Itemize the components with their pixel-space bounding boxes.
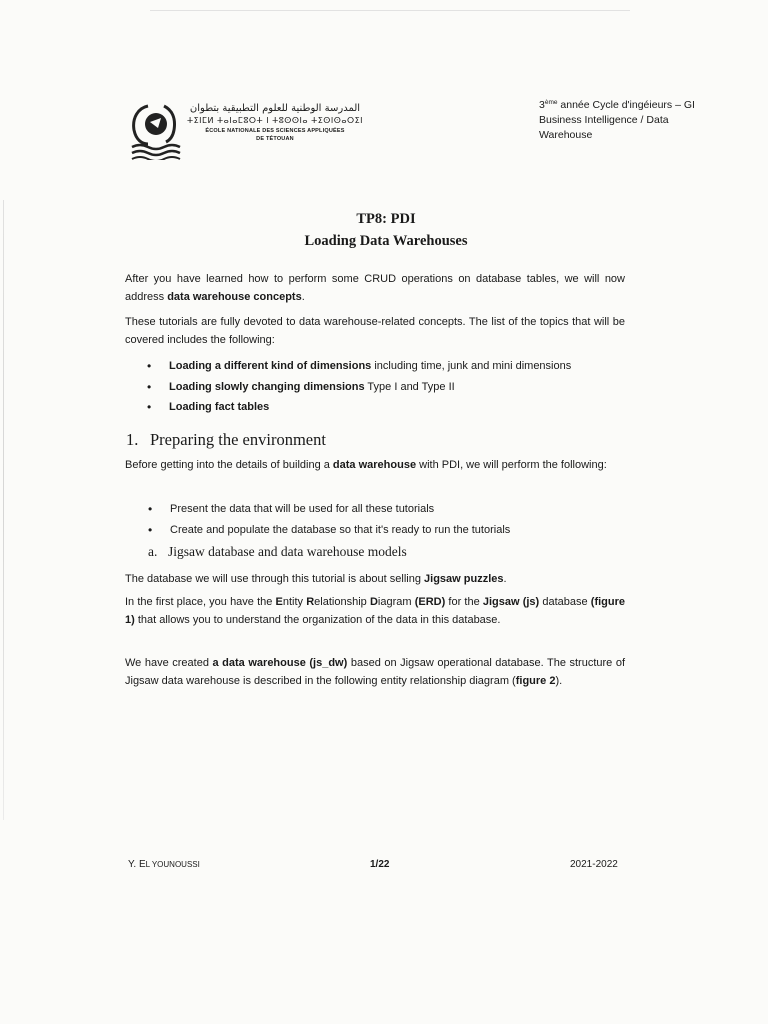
text-run: Y. E: [128, 859, 146, 870]
text-run: The database we will use through this tutorial is about selling: [125, 573, 425, 585]
text-run: based on Jigsaw operational database. The structure of Jigsaw data warehouse is described in the following entity relationship diagram (: [125, 657, 626, 687]
school-name: [180, 102, 370, 143]
intro-paragraph-2: These tutorials are fully devoted to data warehouse-related concepts. The list of the topics that will be covered includes the following:: [125, 316, 625, 346]
bold-text: a data warehouse (js_dw): [212, 657, 348, 669]
course-cycle: année Cycle d'ingéieurs – GI: [557, 99, 695, 111]
bold-text: D: [369, 596, 378, 608]
scan-edge-shadow: [3, 200, 4, 820]
text-run: We have created: [125, 657, 213, 669]
text-run: ntity: [282, 596, 307, 608]
text-run: database: [539, 596, 591, 608]
topics-list: [147, 356, 571, 418]
bold-text: R: [306, 596, 315, 608]
footer-page-number: 1/22: [370, 859, 390, 870]
bold-text: Jigsaw puzzles: [424, 573, 504, 585]
school-name-arabic: المدرسة الوطنية للعلوم التطبيقية بتطوان: [189, 103, 361, 114]
bold-text: (ERD): [414, 596, 446, 608]
text-run: iagram: [377, 596, 415, 608]
bold-text: data warehouse concepts: [167, 291, 302, 303]
list-item: [147, 377, 571, 398]
school-name-french: ÉCOLE NATIONALE DES SCIENCES APPLIQUÉES: [205, 128, 345, 134]
section1-paragraph: [125, 456, 625, 474]
text-run: including time, junk and mini dimensions: [371, 360, 572, 372]
document-title: [0, 208, 768, 252]
section-title: Preparing the environment: [150, 430, 326, 449]
school-emblem-icon: [128, 100, 184, 160]
text-run: that allows you to understand the organization of the data in this database.: [134, 614, 501, 626]
subsection-number: a.: [148, 544, 158, 559]
text-run: In the first place, you have the: [125, 596, 276, 608]
list-item: • Create and populate the database so that it's ready to run the tutorials: [148, 520, 510, 541]
text-run: L YOUNOUSSI: [145, 860, 200, 869]
bold-text: Loading slowly changing dimensions: [169, 380, 365, 393]
subsection-heading: [148, 542, 407, 562]
footer-year: 2021-2022: [570, 859, 618, 870]
bold-text: Loading a different kind of dimensions: [169, 360, 372, 372]
bold-text: Loading fact tables: [169, 401, 270, 413]
list-item: [147, 397, 571, 418]
course-subject-line1: Business Intelligence / Data: [539, 114, 669, 126]
text-run: .: [301, 291, 305, 303]
subsection-paragraph-3: [125, 654, 625, 690]
list-item: [147, 356, 571, 377]
section-heading: [126, 428, 326, 452]
bold-text: data warehouse: [332, 459, 417, 471]
steps-list: [148, 499, 510, 540]
text-run: with PDI, we will perform the following:: [416, 459, 607, 471]
text-run: After you have learned how to perform some CRUD operations on database tables, we will now address: [125, 273, 625, 303]
subsection-paragraph-1: [125, 570, 625, 588]
text-run: elationship: [314, 596, 370, 608]
text-run: ).: [555, 675, 563, 687]
bold-text: (figure 1): [125, 596, 626, 626]
course-year-number: 3: [539, 99, 545, 111]
title-subject: Loading Data Warehouses: [304, 233, 468, 249]
text-run: for the: [445, 596, 483, 608]
school-city: DE TÉTOUAN: [256, 136, 294, 142]
section-number: 1.: [126, 430, 139, 449]
footer-author: [128, 858, 200, 872]
text-run: Before getting into the details of building a: [125, 459, 333, 471]
text-run: Type I and Type II: [364, 380, 455, 393]
course-info: [539, 98, 729, 143]
school-logo: [128, 100, 364, 162]
subsection-title: Jigsaw database and data warehouse models: [168, 544, 407, 559]
bold-text: Jigsaw (js): [482, 596, 540, 608]
bold-text: figure 2: [515, 675, 556, 687]
bold-text: E: [275, 596, 283, 608]
course-subject-line2: Warehouse: [539, 129, 593, 141]
course-year: [539, 98, 729, 113]
intro-paragraph-1: [125, 270, 625, 306]
list-item: • Present the data that will be used for all these tutorials: [148, 499, 510, 520]
course-year-suffix: ème: [544, 99, 558, 106]
school-name-tifinagh: ⵜⵉⵏⵎⵍ ⵜⴰⵏⴰⵎⵓⵔⵜ ⵏ ⵜⵓⵙⵙⵏⴰ ⵜⵉⵙⵏⵙⴰⵔⵉⵏ: [186, 116, 364, 125]
text-run: .: [503, 573, 507, 585]
title-lab-number: TP8: PDI: [356, 211, 416, 227]
scan-artifact-line: [150, 10, 630, 11]
subsection-paragraph-2: [125, 593, 625, 629]
